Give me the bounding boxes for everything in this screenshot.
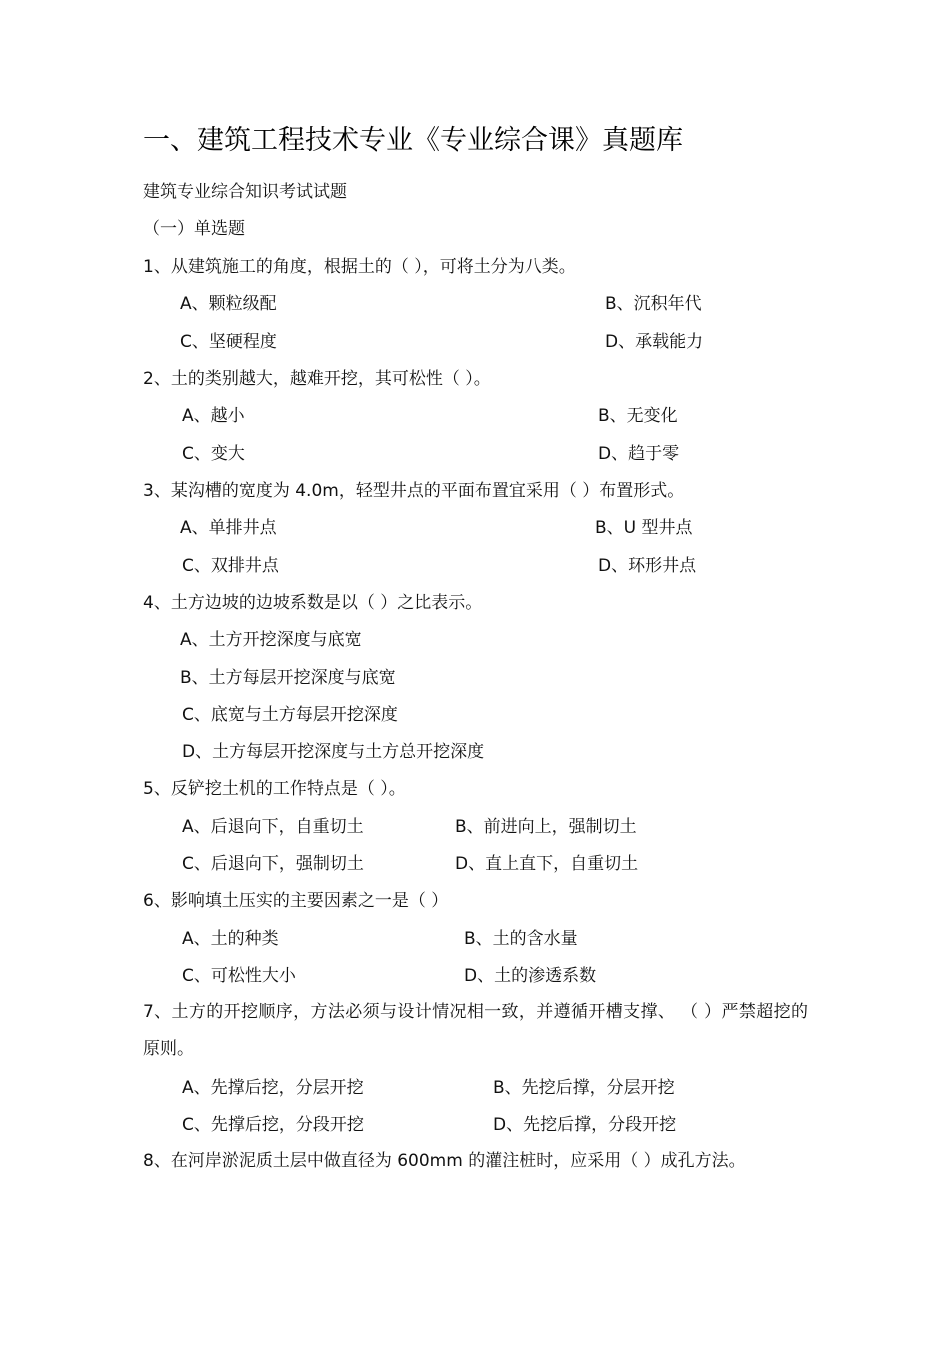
document-title: 一、建筑工程技术专业《专业综合课》真题库 xyxy=(143,125,683,156)
question-5-option-d: D、直上直下，自重切土 xyxy=(455,854,639,874)
question-7-option-b: B、先挖后撑，分层开挖 xyxy=(493,1078,675,1098)
question-3-option-d: D、环形井点 xyxy=(598,556,697,576)
question-4-option-a: A、土方开挖深度与底宽 xyxy=(180,630,362,650)
question-3-option-a: A、单排井点 xyxy=(180,518,277,538)
question-2-option-b: B、无变化 xyxy=(598,406,678,426)
question-stem-3: 3、某沟槽的宽度为 4.0m，轻型井点的平面布置宜采用（ ）布置形式。 xyxy=(143,481,685,501)
exam-subtitle: 建筑专业综合知识考试试题 xyxy=(143,182,347,202)
question-7-option-a: A、先撑后挖，分层开挖 xyxy=(182,1078,364,1098)
question-4-option-c: C、底宽与土方每层开挖深度 xyxy=(182,705,398,725)
question-2-option-c: C、变大 xyxy=(182,444,245,464)
question-1-option-c: C、坚硬程度 xyxy=(180,332,277,352)
question-6-option-d: D、土的渗透系数 xyxy=(464,966,597,986)
question-3-option-c: C、双排井点 xyxy=(182,556,279,576)
question-5-option-a: A、后退向下，自重切土 xyxy=(182,817,364,837)
question-1-option-b: B、沉积年代 xyxy=(605,294,702,314)
question-6-option-b: B、土的含水量 xyxy=(464,929,578,949)
question-6-option-a: A、土的种类 xyxy=(182,929,279,949)
question-stem-4: 4、土方边坡的边坡系数是以（ ）之比表示。 xyxy=(143,593,483,613)
question-stem-8: 8、在河岸淤泥质土层中做直径为 600mm 的灌注桩时，应采用（ ）成孔方法。 xyxy=(143,1151,746,1171)
question-3-option-b: B、U 型井点 xyxy=(595,518,693,538)
question-2-option-a: A、越小 xyxy=(182,406,245,426)
section-heading: （一）单选题 xyxy=(143,219,245,239)
question-stem-6: 6、影响填土压实的主要因素之一是（ ） xyxy=(143,891,449,911)
question-stem-5: 5、反铲挖土机的工作特点是（ ）。 xyxy=(143,779,406,799)
question-7-option-d: D、先挖后撑，分段开挖 xyxy=(493,1115,677,1135)
question-1-option-a: A、颗粒级配 xyxy=(180,294,277,314)
question-stem-7: 7、土方的开挖顺序，方法必须与设计情况相一致，并遵循开槽支撑、 （ ）严禁超挖的原则。 xyxy=(143,1002,808,1059)
question-2-option-d: D、趋于零 xyxy=(598,444,680,464)
question-stem-2: 2、土的类别越大，越难开挖，其可松性（ ）。 xyxy=(143,369,491,389)
question-6-option-c: C、可松性大小 xyxy=(182,966,296,986)
question-4-option-d: D、土方每层开挖深度与土方总开挖深度 xyxy=(182,742,485,762)
question-stem-1: 1、从建筑施工的角度，根据土的（ ），可将土分为八类。 xyxy=(143,257,576,277)
question-7-option-c: C、先撑后挖，分段开挖 xyxy=(182,1115,364,1135)
question-4-option-b: B、土方每层开挖深度与底宽 xyxy=(180,668,396,688)
question-5-option-c: C、后退向下，强制切土 xyxy=(182,854,364,874)
question-1-option-d: D、承载能力 xyxy=(605,332,704,352)
question-5-option-b: B、前进向上，强制切土 xyxy=(455,817,637,837)
